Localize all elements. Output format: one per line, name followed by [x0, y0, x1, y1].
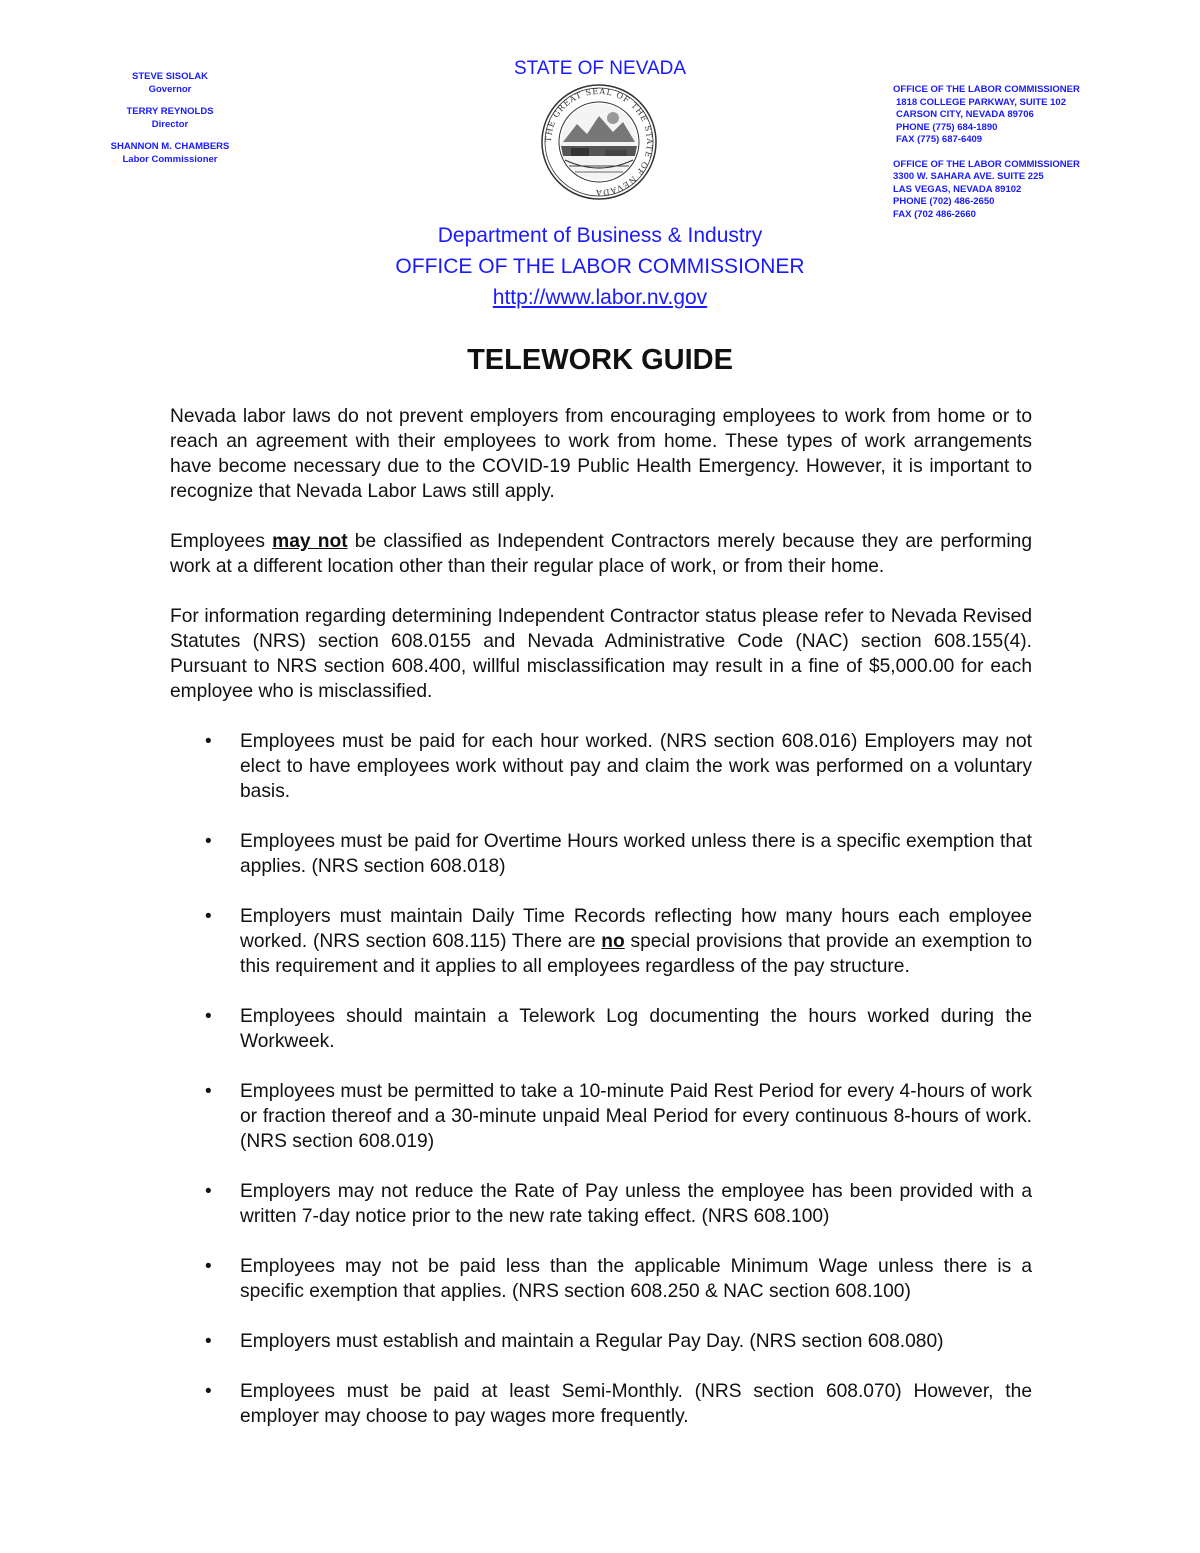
list-item [170, 904, 1032, 979]
list-item-text: Employees must be permitted to take a 10-minute Paid Rest Period for every 4-hours of work or fraction thereof and a 30-minute unpaid Meal Period for every continuous 8-hours of work. (NRS section 608.019) [240, 1081, 1032, 1152]
text-run: special provisions that provide an exemption to this requirement and it applies to all employees regardless of the pay structure. [240, 931, 1033, 977]
list-item [170, 1329, 1032, 1354]
document-body [170, 404, 1032, 1454]
list-item [170, 729, 1032, 804]
official-title: Director [151, 118, 189, 130]
official-labor-commissioner [80, 141, 260, 166]
list-item-text: Employees must be paid at least Semi-Monthly. (NRS section 608.070) However, the employer may choose to pay wages more frequently. [240, 1381, 1032, 1427]
office-line: CARSON CITY, NEVADA 89706 [896, 109, 1034, 120]
bullet-icon: • [205, 1081, 212, 1102]
bullet-icon: • [205, 831, 212, 852]
department-name: Department of Business & Industry [437, 224, 763, 247]
paragraph-contractor-info: For information regarding determining Independent Contractor status please refer to Nevada Revised Statutes (NRS) section 608.0155 and Nevada Administrative Code (NAC) section 608.155(4). Pursuant to NRS section 608.400, willful misclassification may result in a fine of $5,000.00 for each employee who is misclassified. [170, 606, 1032, 702]
state-heading: STATE OF NEVADA [513, 58, 687, 79]
bullet-icon: • [205, 1181, 212, 1202]
nevada-state-seal-icon [535, 84, 663, 200]
paragraph-intro: Nevada labor laws do not prevent employers from encouraging employees to work from home or to reach an agreement with their employees to work from home. These types of work arrangements have become necessary due to the COVID-19 Public Health Emergency. However, it is important to recognize that Nevada Labor Laws still apply. [170, 406, 1032, 502]
bullet-icon: • [205, 1381, 212, 1402]
list-item [170, 1004, 1032, 1054]
department-block [0, 220, 1200, 313]
bullet-icon: • [205, 731, 212, 752]
list-item-text: Employees should maintain a Telework Log documenting the hours worked during the Workweek. [240, 1006, 1032, 1052]
office-line: OFFICE OF THE LABOR COMMISSIONER [893, 84, 1080, 95]
bullet-icon: • [205, 1256, 212, 1277]
list-item [170, 1079, 1032, 1154]
official-name: TERRY REYNOLDS [126, 106, 214, 117]
bullet-icon: • [205, 906, 212, 927]
emphasis-no: no [601, 931, 625, 952]
office-carson-city [893, 84, 1193, 147]
official-name: STEVE SISOLAK [131, 71, 208, 82]
office-line: LAS VEGAS, NEVADA 89102 [893, 183, 1022, 195]
page-title: TELEWORK GUIDE [467, 344, 733, 376]
office-line: PHONE (702) 486-2650 [893, 196, 995, 207]
paragraph-classification [170, 529, 1032, 579]
offices-block [893, 84, 1193, 233]
requirements-list [170, 729, 1032, 1429]
bullet-icon: • [205, 1331, 212, 1352]
office-line: OFFICE OF THE LABOR COMMISSIONER [893, 158, 1080, 170]
official-director [80, 106, 260, 131]
list-item [170, 1254, 1032, 1304]
office-line: 3300 W. SAHARA AVE. SUITE 225 [893, 171, 1044, 182]
list-item [170, 1379, 1032, 1429]
office-line: FAX (775) 687-6409 [896, 134, 983, 145]
list-item [170, 1179, 1032, 1229]
website-link[interactable]: http://www.labor.nv.gov [492, 286, 708, 309]
office-las-vegas [893, 159, 1193, 222]
bullet-icon: • [205, 1006, 212, 1027]
office-name: OFFICE OF THE LABOR COMMISSIONER [395, 255, 805, 278]
list-item-text: Employees must be paid for each hour worked. (NRS section 608.016) Employers may not elect to have employees work without pay and claim the work was performed on a voluntary basis. [240, 731, 1032, 802]
list-item-text: Employers must establish and maintain a Regular Pay Day. (NRS section 608.080) [240, 1331, 944, 1352]
official-name: SHANNON M. CHAMBERS [110, 141, 230, 152]
office-line: PHONE (775) 684-1890 [896, 121, 998, 133]
office-line: FAX (702 486-2660 [893, 208, 976, 220]
list-item-text: Employees must be paid for Overtime Hours worked unless there is a specific exemption that applies. (NRS section 608.018) [240, 831, 1032, 877]
seal-text: THE GREAT SEAL OF THE STATE OF NEVADA [543, 86, 655, 198]
emphasis-may-not: may not [272, 531, 348, 552]
list-item [170, 829, 1032, 879]
text-run: be classified as Independent Contractors merely because they are performing work at a different location other than their regular place of work, or from their home. [170, 531, 1032, 577]
text-run: Employees [170, 531, 273, 552]
official-title: Labor Commissioner [122, 153, 218, 165]
office-line: 1818 COLLEGE PARKWAY, SUITE 102 [896, 96, 1067, 108]
official-title: Governor [148, 83, 192, 95]
list-item-text: Employees may not be paid less than the applicable Minimum Wage unless there is a specific exemption that applies. (NRS section 608.250 & NAC section 608.100) [240, 1256, 1032, 1302]
list-item-text: Employers may not reduce the Rate of Pay unless the employee has been provided with a written 7-day notice prior to the new rate taking effect. (NRS 608.100) [240, 1181, 1032, 1227]
text-run: Employers must maintain Daily Time Records reflecting how many hours each employee worked. (NRS section 608.115) There are [240, 906, 1032, 952]
officials-block [80, 71, 260, 176]
